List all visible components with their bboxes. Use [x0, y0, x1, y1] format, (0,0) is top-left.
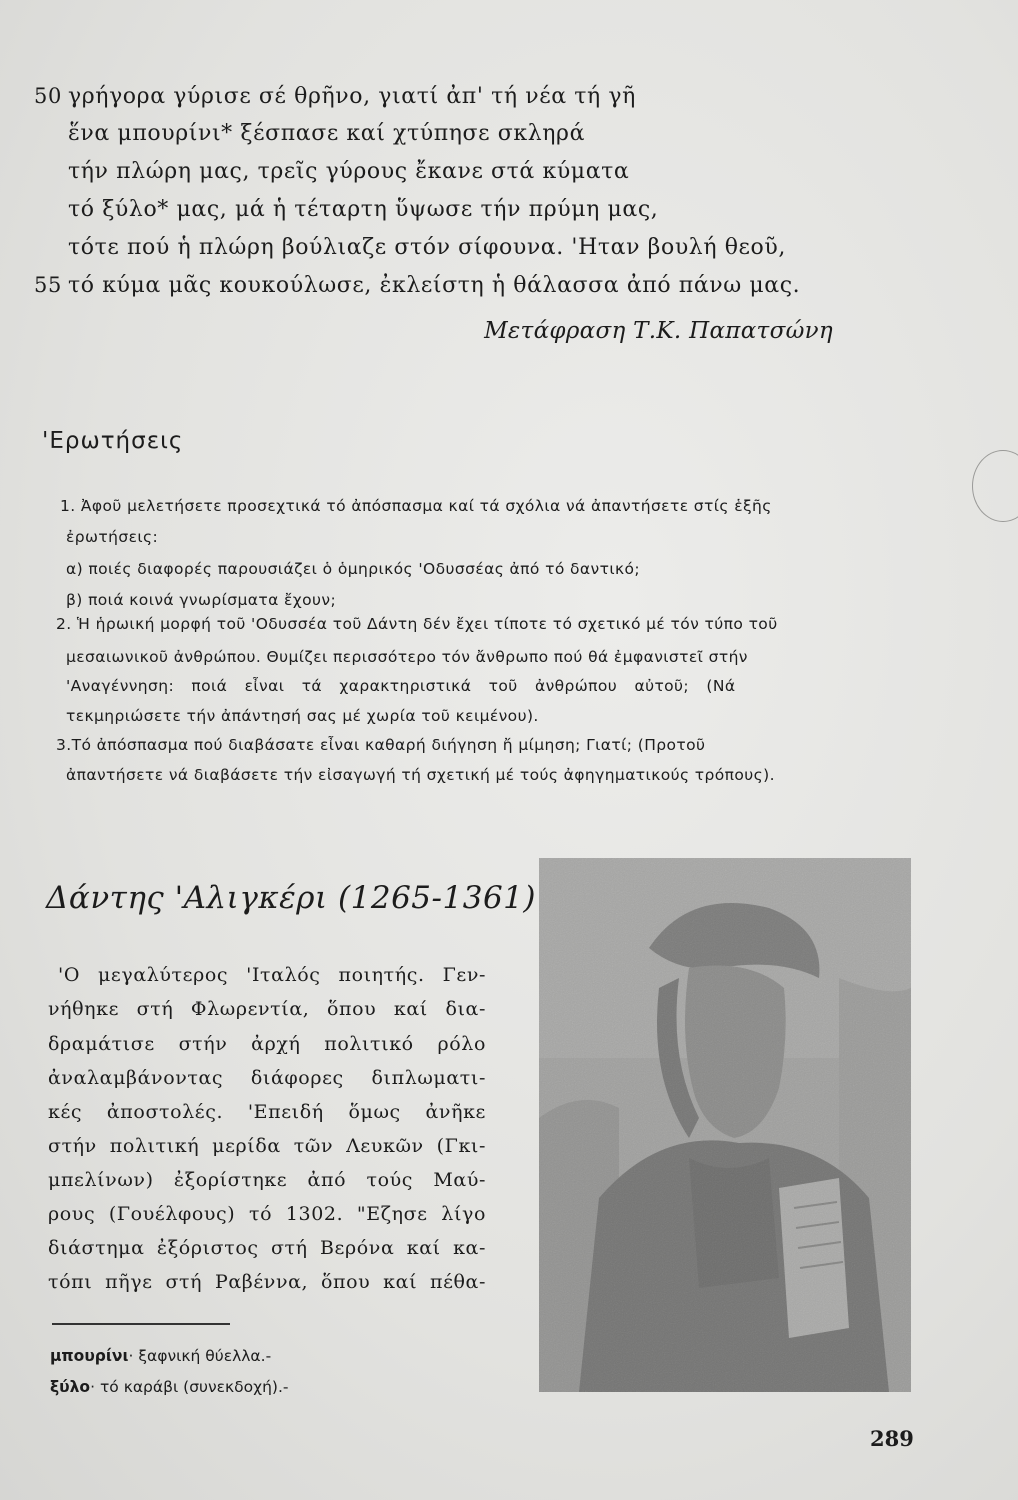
poem-line-text: ἕνα μπουρίνι* ξέσπασε καί χτύπησε σκληρά — [68, 121, 586, 146]
footnote — [50, 1347, 271, 1365]
question-line: 'Αναγέννηση: ποιά εἶναι τά χαρακτηριστικά τοῦ ἀνθρώπου αὐτοῦ; (Νά — [66, 677, 736, 695]
footnote-term: μπουρίνι — [50, 1347, 129, 1365]
biography-line: δραμάτισε στήν ἀρχή πολιτικό ρόλο — [48, 1033, 486, 1055]
poem-line — [34, 273, 801, 298]
poem-line-text: τό ξύλο* μας, μά ἡ τέταρτη ὕψωσε τήν πρύμη μας, — [68, 197, 659, 222]
poem-line — [68, 197, 658, 222]
question-line: τεκμηριώσετε τήν ἀπάντησή σας μέ χωρία τοῦ κειμένου). — [66, 707, 539, 725]
poem-line — [34, 84, 636, 109]
biography-line: διάστημα ἐξόριστος στή Βερόνα καί κα- — [48, 1237, 486, 1259]
poem-line-text: τό κύμα μᾶς κουκούλωσε, ἐκλείστη ἡ θάλασσα ἀπό πάνω μας. — [68, 273, 801, 298]
question-line: 3.Τό ἀπόσπασμα πού διαβάσατε εἶναι καθαρή διήγηση ἤ μίμηση; Γιατί; (Προτοῦ — [56, 736, 706, 754]
question-line: μεσαιωνικοῦ ἀνθρώπου. Θυμίζει περισσότερο τόν ἄνθρωπο πού θά ἐμφανιστεῖ στήν — [66, 648, 748, 666]
question-line: α) ποιές διαφορές παρουσιάζει ὁ ὁμηρικός 'Οδυσσέας ἀπό τό δαντικό; — [66, 560, 641, 578]
questions-heading: 'Ερωτήσεις — [42, 428, 184, 454]
biography-title: Δάντης 'Αλιγκέρι (1265-1361) — [46, 880, 536, 916]
biography-line: τόπι πῆγε στή Ραβέννα, ὅπου καί πέθα- — [48, 1271, 486, 1293]
poem-line-text: τήν πλώρη μας, τρεῖς γύρους ἔκανε στά κύματα — [68, 159, 630, 184]
biography-line: νήθηκε στή Φλωρεντία, ὅπου καί δια- — [48, 998, 486, 1020]
page-number: 289 — [870, 1426, 914, 1451]
footnote-term: ξύλο — [50, 1378, 91, 1396]
dante-portrait-image — [539, 858, 911, 1392]
biography-line: στήν πολιτική μερίδα τῶν Λευκῶν (Γκι- — [48, 1135, 486, 1157]
poem-line — [68, 121, 585, 146]
biography-line: 'Ο μεγαλύτερος 'Ιταλός ποιητής. Γεν- — [58, 964, 486, 986]
poem-line — [68, 235, 786, 260]
line-number: 50 — [34, 84, 62, 108]
question-line: ἐρωτήσεις: — [66, 528, 159, 546]
poem-line-text: γρήγορα γύρισε σέ θρῆνο, γιατί ἀπ' τή νέα τή γῆ — [68, 84, 636, 109]
question-line: 2. Ἡ ἡρωική μορφή τοῦ 'Οδυσσέα τοῦ Δάντη δέν ἔχει τίποτε τό σχετικό μέ τόν τύπο τοῦ — [56, 615, 778, 633]
footnote-definition: · τό καράβι (συνεκδοχή).- — [90, 1378, 289, 1396]
line-number: 55 — [34, 273, 62, 297]
biography-line: κές ἀποστολές. 'Επειδή ὅμως ἀνῆκε — [48, 1101, 486, 1123]
question-line: 1. Ἀφοῦ μελετήσετε προσεχτικά τό ἀπόσπασμα καί τά σχόλια νά ἀπαντήσετε στίς ἑξῆς — [60, 497, 772, 515]
footnote — [50, 1378, 288, 1396]
poem-line — [68, 159, 629, 184]
question-line: ἀπαντήσετε νά διαβάσετε τήν εἰσαγωγή τή σχετική μέ τούς ἀφηγηματικούς τρόπους). — [66, 766, 775, 784]
footnote-divider — [52, 1323, 230, 1325]
question-line: β) ποιά κοινά γνωρίσματα ἔχουν; — [66, 591, 337, 609]
portrait-drawing — [539, 858, 911, 1392]
biography-line: μπελίνων) ἐξορίστηκε ἀπό τούς Μαύ- — [48, 1169, 486, 1191]
biography-line: ἀναλαμβάνοντας διάφορες διπλωματι- — [48, 1067, 486, 1089]
footnote-definition: · ξαφνική θύελλα.- — [128, 1347, 272, 1365]
poem-line-text: τότε πού ἡ πλώρη βούλιαζε στόν σίφουνα. 'Ηταν βουλή θεοῦ, — [68, 235, 786, 260]
biography-line: ρους (Γουέλφους) τό 1302. "Εζησε λίγο — [48, 1203, 486, 1225]
translator-credit: Μετάφραση Τ.Κ. Παπατσώνη — [484, 318, 833, 344]
